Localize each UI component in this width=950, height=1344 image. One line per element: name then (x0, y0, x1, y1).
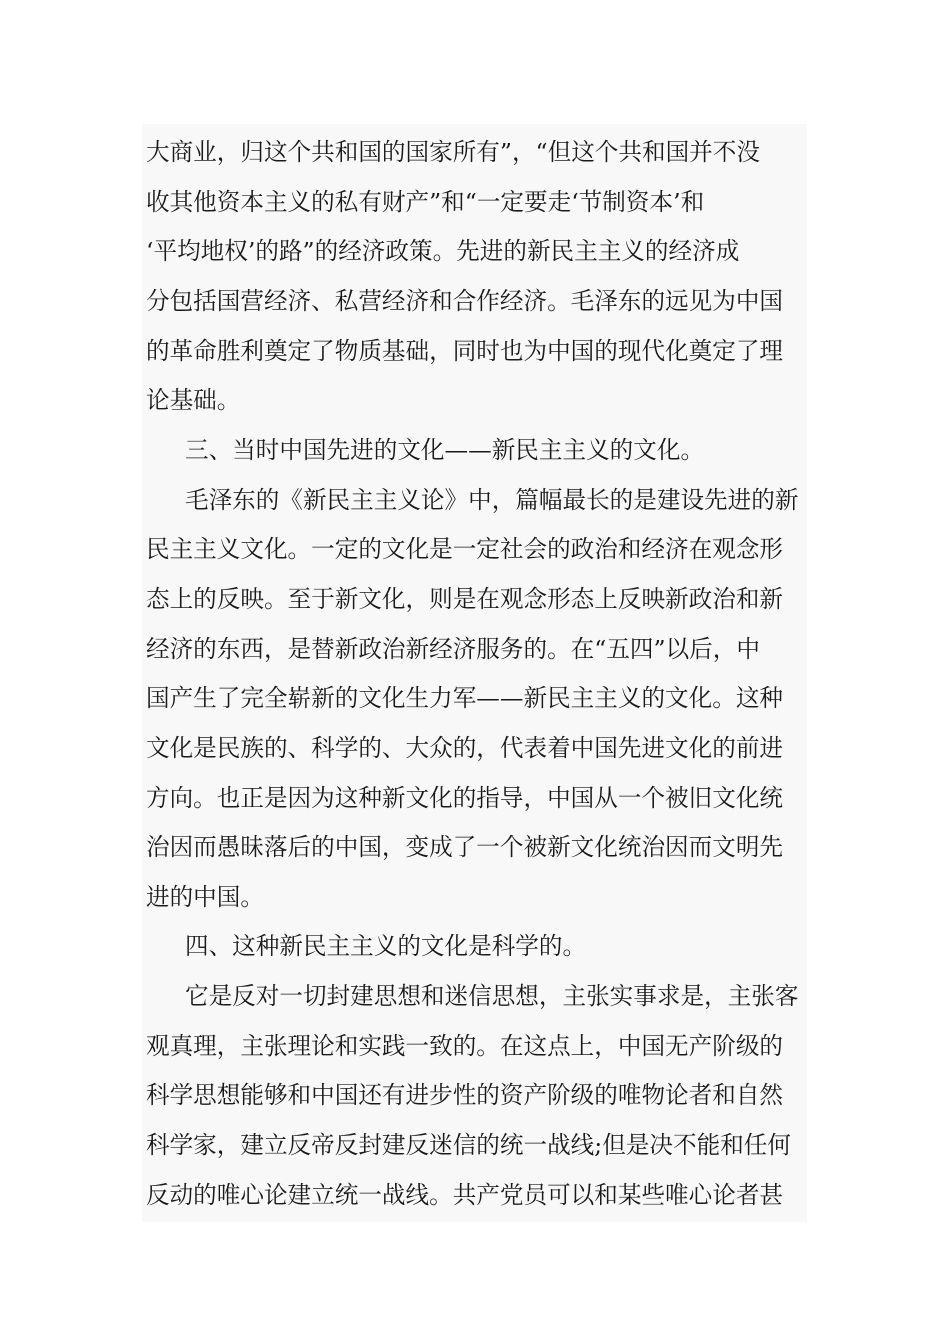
text-line: 观真理，主张理论和实践一致的。在这点上，中国无产阶级的 (146, 1032, 784, 1060)
section-heading: 四、这种新民主主义的文化是科学的。 (185, 932, 587, 960)
text-line: ‘平均地权’的路”的经济政策。先进的新民主主义的经济成 (146, 237, 740, 265)
text-line: 分包括国营经济、私营经济和合作经济。毛泽东的远见为中国 (146, 287, 784, 315)
text-line: 民主主义文化。一定的文化是一定社会的政治和经济在观念形 (146, 535, 784, 563)
text-line: 的革命胜利奠定了物质基础，同时也为中国的现代化奠定了理 (146, 337, 784, 365)
text-line: 国产生了完全崭新的文化生力军——新民主主义的文化。这种 (146, 684, 784, 712)
text-line: 方向。也正是因为这种新文化的指导，中国从一个被旧文化统 (146, 784, 784, 812)
text-line: 科学思想能够和中国还有进步性的资产阶级的唯物论者和自然 (146, 1081, 784, 1109)
text-line: 进的中国。 (146, 883, 264, 911)
text-line: 收其他资本主义的私有财产”和“一定要走‘节制资本’和 (146, 188, 705, 216)
text-line: 治因而愚昧落后的中国，变成了一个被新文化统治因而文明先 (146, 833, 784, 861)
text-line: 经济的东西，是替新政治新经济服务的。在“五四”以后，中 (146, 635, 760, 663)
text-line: 论基础。 (146, 386, 241, 414)
text-line: 大商业，归这个共和国的国家所有”，“但这个共和国并不没 (146, 138, 760, 166)
section-heading: 三、当时中国先进的文化——新民主主义的文化。 (185, 436, 705, 464)
text-line: 它是反对一切封建思想和迷信思想，主张实事求是，主张客 (185, 982, 799, 1010)
text-line: 文化是民族的、科学的、大众的，代表着中国先进文化的前进 (146, 734, 784, 762)
text-line: 科学家，建立反帝反封建反迷信的统一战线;但是决不能和任何 (146, 1131, 791, 1159)
text-line: 毛泽东的《新民主主义论》中，篇幅最长的是建设先进的新 (185, 486, 799, 514)
text-line: 反动的唯心论建立统一战线。共产党员可以和某些唯心论者甚 (146, 1181, 784, 1209)
text-line: 态上的反映。至于新文化，则是在观念形态上反映新政治和新 (146, 585, 784, 613)
